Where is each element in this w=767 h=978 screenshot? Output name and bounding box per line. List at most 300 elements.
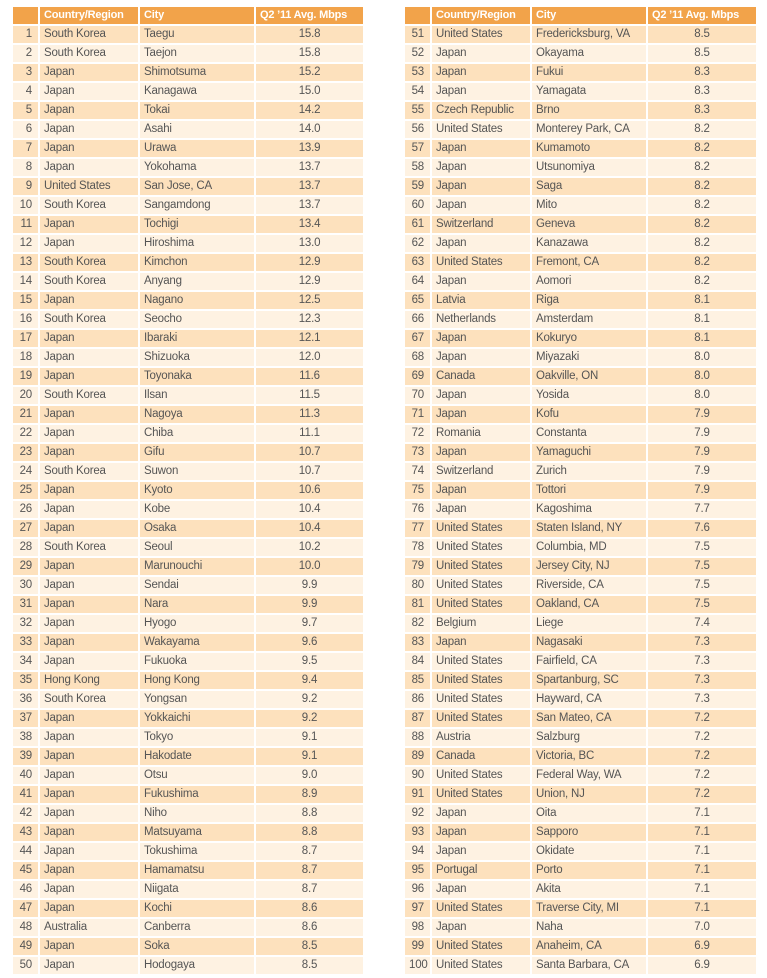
- city-cell: Toyonaka: [140, 366, 256, 385]
- city-cell: Riverside, CA: [532, 575, 648, 594]
- speed-cell: 7.3: [648, 632, 756, 651]
- city-cell: Hiroshima: [140, 233, 256, 252]
- country-cell: United States: [432, 252, 532, 271]
- country-cell: Japan: [40, 765, 140, 784]
- country-cell: Japan: [432, 157, 532, 176]
- country-cell: South Korea: [40, 24, 140, 43]
- country-cell: Japan: [432, 917, 532, 936]
- speed-cell: 7.3: [648, 670, 756, 689]
- speed-cell: 12.9: [256, 252, 363, 271]
- rank-cell: 66: [405, 309, 432, 328]
- table-row: [405, 138, 756, 157]
- rank-cell: 76: [405, 499, 432, 518]
- speed-cell: 7.0: [648, 917, 756, 936]
- speed-cell: 9.9: [256, 575, 363, 594]
- country-cell: Australia: [40, 917, 140, 936]
- country-cell: Japan: [432, 271, 532, 290]
- country-cell: United States: [432, 24, 532, 43]
- country-cell: Japan: [40, 708, 140, 727]
- country-cell: Japan: [40, 651, 140, 670]
- table-row: [13, 24, 363, 43]
- city-cell: Brno: [532, 100, 648, 119]
- rank-cell: 55: [405, 100, 432, 119]
- city-cell: Yamagata: [532, 81, 648, 100]
- speed-cell: 8.1: [648, 328, 756, 347]
- rank-cell: 3: [13, 62, 40, 81]
- speed-cell: 9.0: [256, 765, 363, 784]
- country-cell: South Korea: [40, 252, 140, 271]
- rank-cell: 91: [405, 784, 432, 803]
- speed-cell: 8.2: [648, 214, 756, 233]
- country-cell: South Korea: [40, 689, 140, 708]
- speed-cell: 8.7: [256, 860, 363, 879]
- table-row: [13, 347, 363, 366]
- city-cell: San Mateo, CA: [532, 708, 648, 727]
- city-cell: Aomori: [532, 271, 648, 290]
- speed-cell: 7.3: [648, 689, 756, 708]
- rank-cell: 38: [13, 727, 40, 746]
- table-row: [405, 670, 756, 689]
- speed-cell: 6.9: [648, 936, 756, 955]
- city-cell: Yosida: [532, 385, 648, 404]
- table-row: [405, 423, 756, 442]
- city-cell: Liege: [532, 613, 648, 632]
- country-cell: Japan: [40, 803, 140, 822]
- country-header: Country/Region: [432, 7, 532, 24]
- rank-cell: 34: [13, 651, 40, 670]
- city-cell: Nara: [140, 594, 256, 613]
- country-cell: Japan: [40, 556, 140, 575]
- speed-cell: 7.9: [648, 442, 756, 461]
- city-cell: Staten Island, NY: [532, 518, 648, 537]
- rank-cell: 8: [13, 157, 40, 176]
- city-cell: Monterey Park, CA: [532, 119, 648, 138]
- rank-cell: 46: [13, 879, 40, 898]
- rank-cell: 80: [405, 575, 432, 594]
- city-cell: Nagano: [140, 290, 256, 309]
- city-cell: Amsterdam: [532, 309, 648, 328]
- rank-cell: 90: [405, 765, 432, 784]
- country-cell: Japan: [40, 632, 140, 651]
- speed-cell: 14.0: [256, 119, 363, 138]
- speed-cell: 8.0: [648, 366, 756, 385]
- country-cell: Czech Republic: [432, 100, 532, 119]
- table-row: [13, 385, 363, 404]
- speed-cell: 8.7: [256, 841, 363, 860]
- speed-cell: 8.5: [648, 24, 756, 43]
- city-cell: Sapporo: [532, 822, 648, 841]
- table-row: [405, 480, 756, 499]
- speed-cell: 6.9: [648, 955, 756, 974]
- city-header: City: [140, 7, 256, 24]
- rank-cell: 58: [405, 157, 432, 176]
- speed-cell: 9.2: [256, 689, 363, 708]
- rank-cell: 97: [405, 898, 432, 917]
- rank-cell: 87: [405, 708, 432, 727]
- country-cell: Japan: [40, 290, 140, 309]
- city-cell: Shizuoka: [140, 347, 256, 366]
- rank-cell: 13: [13, 252, 40, 271]
- table-row: [13, 43, 363, 62]
- country-cell: Japan: [40, 480, 140, 499]
- city-cell: Spartanburg, SC: [532, 670, 648, 689]
- table-row: [405, 328, 756, 347]
- city-cell: Saga: [532, 176, 648, 195]
- country-cell: Japan: [40, 784, 140, 803]
- table-row: [405, 651, 756, 670]
- city-cell: Fremont, CA: [532, 252, 648, 271]
- country-cell: Japan: [432, 176, 532, 195]
- city-cell: Matsuyama: [140, 822, 256, 841]
- speed-cell: 8.3: [648, 100, 756, 119]
- city-cell: Kumamoto: [532, 138, 648, 157]
- rank-cell: 83: [405, 632, 432, 651]
- country-cell: Belgium: [432, 613, 532, 632]
- city-cell: Victoria, BC: [532, 746, 648, 765]
- table-row: [405, 157, 756, 176]
- city-cell: Riga: [532, 290, 648, 309]
- country-cell: Canada: [432, 746, 532, 765]
- country-cell: Japan: [40, 347, 140, 366]
- table-row: [405, 822, 756, 841]
- rank-cell: 12: [13, 233, 40, 252]
- speed-cell: 8.1: [648, 290, 756, 309]
- table-row: [13, 822, 363, 841]
- rank-cell: 29: [13, 556, 40, 575]
- rank-cell: 61: [405, 214, 432, 233]
- table-row: [405, 917, 756, 936]
- country-cell: Japan: [40, 233, 140, 252]
- speed-cell: 7.5: [648, 537, 756, 556]
- city-cell: Yamaguchi: [532, 442, 648, 461]
- speed-cell: 8.2: [648, 157, 756, 176]
- city-cell: Niho: [140, 803, 256, 822]
- city-cell: Marunouchi: [140, 556, 256, 575]
- city-cell: Kobe: [140, 499, 256, 518]
- speed-cell: 7.2: [648, 746, 756, 765]
- city-cell: Kyoto: [140, 480, 256, 499]
- city-header: City: [532, 7, 648, 24]
- country-cell: Japan: [40, 423, 140, 442]
- speed-cell: 7.9: [648, 461, 756, 480]
- rank-cell: 6: [13, 119, 40, 138]
- city-cell: Oakville, ON: [532, 366, 648, 385]
- table-row: [13, 518, 363, 537]
- city-cell: Miyazaki: [532, 347, 648, 366]
- table-row: [405, 290, 756, 309]
- rank-cell: 26: [13, 499, 40, 518]
- rank-cell: 14: [13, 271, 40, 290]
- table-row: [13, 708, 363, 727]
- speed-cell: 8.2: [648, 119, 756, 138]
- rank-cell: 85: [405, 670, 432, 689]
- country-cell: Japan: [40, 898, 140, 917]
- rank-cell: 98: [405, 917, 432, 936]
- rank-cell: 16: [13, 309, 40, 328]
- rank-cell: 27: [13, 518, 40, 537]
- rank-cell: 5: [13, 100, 40, 119]
- city-cell: Fukui: [532, 62, 648, 81]
- table-row: [405, 100, 756, 119]
- country-cell: Japan: [432, 347, 532, 366]
- city-cell: Tokai: [140, 100, 256, 119]
- rankings-table-right: [405, 7, 756, 974]
- rank-cell: 69: [405, 366, 432, 385]
- speed-cell: 7.6: [648, 518, 756, 537]
- speed-cell: 7.9: [648, 480, 756, 499]
- speed-header: Q2 ’11 Avg. Mbps: [648, 7, 756, 24]
- rank-cell: 51: [405, 24, 432, 43]
- rank-cell: 33: [13, 632, 40, 651]
- country-cell: Japan: [40, 936, 140, 955]
- table-row: [13, 594, 363, 613]
- speed-cell: 8.9: [256, 784, 363, 803]
- country-cell: United States: [432, 765, 532, 784]
- city-cell: San Jose, CA: [140, 176, 256, 195]
- speed-cell: 9.1: [256, 746, 363, 765]
- rank-cell: 56: [405, 119, 432, 138]
- rank-cell: 82: [405, 613, 432, 632]
- city-cell: Sendai: [140, 575, 256, 594]
- rank-cell: 67: [405, 328, 432, 347]
- rank-cell: 17: [13, 328, 40, 347]
- country-cell: Japan: [432, 499, 532, 518]
- speed-cell: 10.0: [256, 556, 363, 575]
- city-cell: Taejon: [140, 43, 256, 62]
- table-row: [13, 898, 363, 917]
- rank-cell: 77: [405, 518, 432, 537]
- speed-cell: 7.4: [648, 613, 756, 632]
- speed-cell: 10.4: [256, 518, 363, 537]
- speed-cell: 11.3: [256, 404, 363, 423]
- city-cell: Wakayama: [140, 632, 256, 651]
- table-row: [13, 917, 363, 936]
- speed-cell: 7.9: [648, 423, 756, 442]
- table-row: [405, 271, 756, 290]
- table-row: [405, 24, 756, 43]
- speed-cell: 8.2: [648, 138, 756, 157]
- city-cell: Yongsan: [140, 689, 256, 708]
- table-row: [13, 214, 363, 233]
- table-row: [13, 499, 363, 518]
- city-cell: Tokyo: [140, 727, 256, 746]
- rank-cell: 25: [13, 480, 40, 499]
- speed-cell: 8.2: [648, 195, 756, 214]
- rank-cell: 94: [405, 841, 432, 860]
- speed-cell: 12.5: [256, 290, 363, 309]
- table-row: [13, 860, 363, 879]
- country-cell: United States: [432, 936, 532, 955]
- rank-cell: 4: [13, 81, 40, 100]
- country-cell: South Korea: [40, 309, 140, 328]
- table-row: [13, 955, 363, 974]
- table-row: [405, 347, 756, 366]
- table-row: [13, 233, 363, 252]
- city-cell: Seocho: [140, 309, 256, 328]
- speed-cell: 7.1: [648, 860, 756, 879]
- country-cell: United States: [432, 708, 532, 727]
- country-cell: Austria: [432, 727, 532, 746]
- country-cell: Japan: [432, 404, 532, 423]
- table-row: [405, 366, 756, 385]
- speed-cell: 12.1: [256, 328, 363, 347]
- table-row: [405, 632, 756, 651]
- speed-cell: 11.6: [256, 366, 363, 385]
- city-cell: Zurich: [532, 461, 648, 480]
- rank-cell: 23: [13, 442, 40, 461]
- country-cell: Japan: [40, 955, 140, 974]
- table-row: [13, 328, 363, 347]
- rank-cell: 79: [405, 556, 432, 575]
- table-row: [405, 594, 756, 613]
- speed-cell: 10.2: [256, 537, 363, 556]
- speed-cell: 11.1: [256, 423, 363, 442]
- city-cell: Ibaraki: [140, 328, 256, 347]
- city-cell: Hamamatsu: [140, 860, 256, 879]
- city-cell: Kagoshima: [532, 499, 648, 518]
- city-cell: Sangamdong: [140, 195, 256, 214]
- table-row: [13, 651, 363, 670]
- country-cell: Japan: [40, 138, 140, 157]
- rank-cell: 47: [13, 898, 40, 917]
- table-row: [13, 423, 363, 442]
- table-row: [405, 195, 756, 214]
- city-cell: Oita: [532, 803, 648, 822]
- speed-cell: 8.3: [648, 81, 756, 100]
- city-cell: Kochi: [140, 898, 256, 917]
- country-cell: Canada: [432, 366, 532, 385]
- country-cell: Japan: [40, 860, 140, 879]
- rank-header: [13, 7, 40, 24]
- rank-cell: 10: [13, 195, 40, 214]
- table-row: [405, 518, 756, 537]
- table-row: [405, 309, 756, 328]
- country-cell: Japan: [432, 385, 532, 404]
- city-cell: Kimchon: [140, 252, 256, 271]
- rank-cell: 65: [405, 290, 432, 309]
- city-cell: Seoul: [140, 537, 256, 556]
- rank-cell: 50: [13, 955, 40, 974]
- rank-cell: 36: [13, 689, 40, 708]
- header-row: [13, 7, 363, 24]
- speed-cell: 7.2: [648, 727, 756, 746]
- speed-cell: 7.2: [648, 708, 756, 727]
- city-cell: Okidate: [532, 841, 648, 860]
- rank-cell: 45: [13, 860, 40, 879]
- city-cell: Hyogo: [140, 613, 256, 632]
- city-cell: Anyang: [140, 271, 256, 290]
- country-cell: South Korea: [40, 537, 140, 556]
- country-cell: Japan: [432, 195, 532, 214]
- speed-cell: 7.1: [648, 879, 756, 898]
- city-cell: Oakland, CA: [532, 594, 648, 613]
- speed-cell: 8.5: [648, 43, 756, 62]
- table-row: [405, 879, 756, 898]
- city-cell: Kokuryo: [532, 328, 648, 347]
- city-cell: Okayama: [532, 43, 648, 62]
- country-cell: Japan: [432, 442, 532, 461]
- speed-cell: 8.8: [256, 822, 363, 841]
- table-row: [405, 746, 756, 765]
- city-cell: Nagoya: [140, 404, 256, 423]
- speed-cell: 9.1: [256, 727, 363, 746]
- country-cell: Japan: [432, 328, 532, 347]
- city-cell: Suwon: [140, 461, 256, 480]
- rank-cell: 64: [405, 271, 432, 290]
- rank-cell: 15: [13, 290, 40, 309]
- table-row: [405, 442, 756, 461]
- city-cell: Traverse City, MI: [532, 898, 648, 917]
- table-row: [13, 575, 363, 594]
- rank-cell: 84: [405, 651, 432, 670]
- table-row: [405, 575, 756, 594]
- speed-cell: 13.7: [256, 195, 363, 214]
- country-cell: Portugal: [432, 860, 532, 879]
- table-row: [13, 195, 363, 214]
- table-row: [405, 537, 756, 556]
- speed-cell: 8.1: [648, 309, 756, 328]
- city-cell: Tottori: [532, 480, 648, 499]
- country-cell: South Korea: [40, 271, 140, 290]
- country-cell: United States: [432, 898, 532, 917]
- speed-cell: 8.7: [256, 879, 363, 898]
- city-cell: Yokohama: [140, 157, 256, 176]
- city-cell: Fredericksburg, VA: [532, 24, 648, 43]
- table-row: [405, 385, 756, 404]
- table-row: [13, 366, 363, 385]
- rank-cell: 75: [405, 480, 432, 499]
- speed-cell: 8.2: [648, 252, 756, 271]
- city-cell: Columbia, MD: [532, 537, 648, 556]
- table-row: [13, 746, 363, 765]
- country-cell: Japan: [432, 233, 532, 252]
- table-row: [405, 404, 756, 423]
- rank-cell: 43: [13, 822, 40, 841]
- table-row: [405, 784, 756, 803]
- city-cell: Taegu: [140, 24, 256, 43]
- country-cell: United States: [432, 670, 532, 689]
- table-row: [13, 613, 363, 632]
- speed-cell: 10.4: [256, 499, 363, 518]
- city-cell: Tochigi: [140, 214, 256, 233]
- country-cell: Japan: [40, 62, 140, 81]
- rank-cell: 95: [405, 860, 432, 879]
- country-cell: United States: [432, 784, 532, 803]
- country-cell: Japan: [40, 119, 140, 138]
- rank-cell: 53: [405, 62, 432, 81]
- speed-cell: 8.0: [648, 347, 756, 366]
- table-row: [405, 461, 756, 480]
- speed-cell: 12.0: [256, 347, 363, 366]
- rank-cell: 71: [405, 404, 432, 423]
- city-cell: Jersey City, NJ: [532, 556, 648, 575]
- rank-cell: 89: [405, 746, 432, 765]
- table-row: [13, 119, 363, 138]
- table-row: [405, 119, 756, 138]
- country-cell: Japan: [40, 822, 140, 841]
- rank-cell: 21: [13, 404, 40, 423]
- city-cell: Constanta: [532, 423, 648, 442]
- speed-cell: 7.5: [648, 575, 756, 594]
- speed-cell: 15.8: [256, 24, 363, 43]
- rank-cell: 48: [13, 917, 40, 936]
- rank-cell: 37: [13, 708, 40, 727]
- country-cell: Japan: [432, 822, 532, 841]
- country-cell: Netherlands: [432, 309, 532, 328]
- speed-cell: 7.7: [648, 499, 756, 518]
- country-cell: Japan: [432, 480, 532, 499]
- city-cell: Hakodate: [140, 746, 256, 765]
